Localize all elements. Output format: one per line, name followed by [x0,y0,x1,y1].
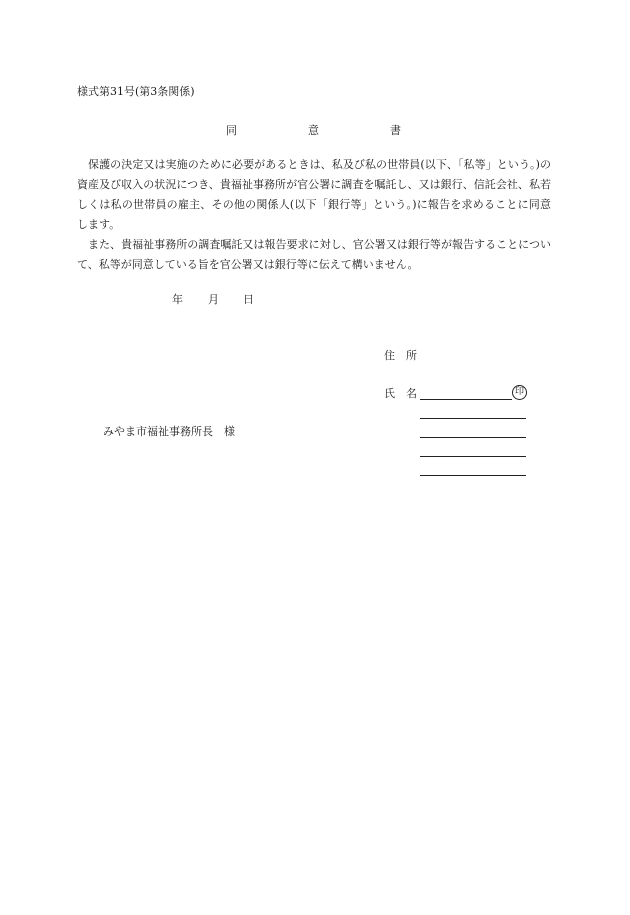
form-number: 様式第31号(第3条関係) [77,85,195,98]
date-month: 月 [208,293,219,306]
blank-line-1 [420,418,526,419]
date-day: 日 [243,293,254,306]
blank-line-3 [420,456,526,457]
name-underline [420,399,512,400]
addressee: みやま市福祉事務所長 様 [103,425,235,438]
blank-line-2 [420,437,526,438]
consent-paragraph-1: 保護の決定又は実施のために必要があるときは、私及び私の世帯員(以下、「私等」という。)の資産及び収入の状況につき、貴福祉事務所が官公署に調査を嘱託し、又は銀行、信託会社、私若しくは私の世帯員の雇主、その他の関係人(以下「銀行等」という。)に報告を求めることに同意します。 [77,158,551,231]
title-char-3: 書 [390,124,401,137]
title-char-2: 意 [308,124,319,137]
date-year: 年 [172,293,183,306]
consent-paragraph-2: また、貴福祉事務所の調査嘱託又は報告要求に対し、官公署又は銀行等が報告することについて、私等が同意している旨を官公署又は銀行等に伝えて構いません。 [77,238,551,271]
name-label: 氏 名 [384,387,417,400]
address-label: 住 所 [384,349,417,362]
title-char-1: 同 [226,124,237,137]
seal-icon: 印 [512,385,527,400]
blank-line-4 [420,475,526,476]
